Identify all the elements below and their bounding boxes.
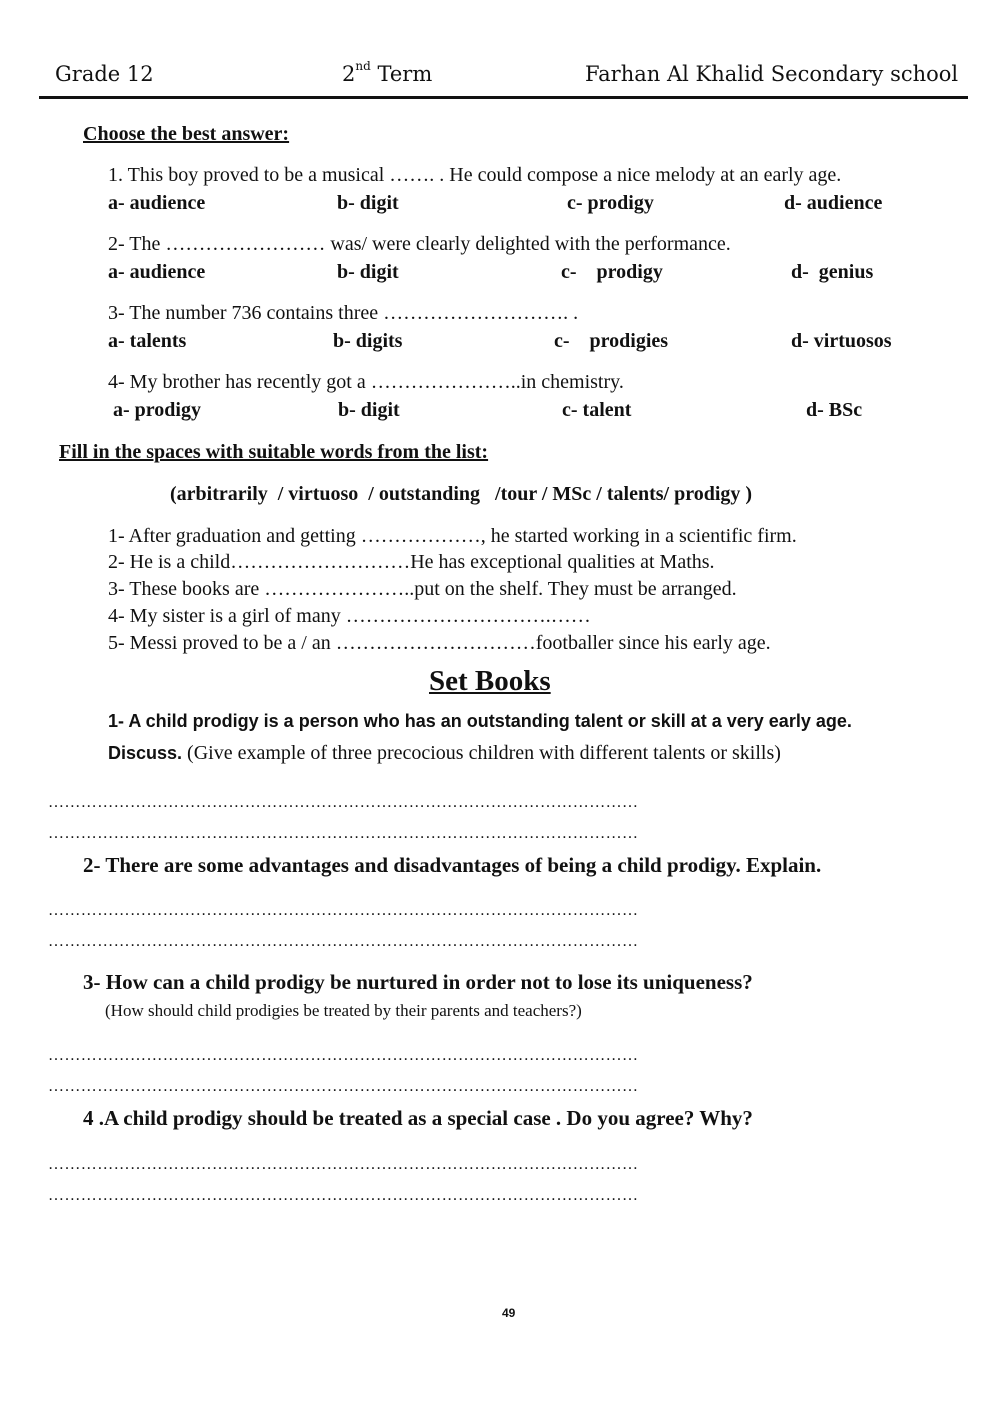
q3-option-d: d- virtuosos bbox=[791, 330, 892, 352]
fill-sentence-3: 3- These books are …………………..put on the shelf. They must be arranged. bbox=[108, 578, 737, 600]
q1-option-b: b- digit bbox=[337, 192, 399, 214]
q2-option-b: b- digit bbox=[337, 261, 399, 283]
set-books-q3-sub: (How should child prodigies be treated by their parents and teachers?) bbox=[105, 1001, 582, 1020]
q4-option-b: b- digit bbox=[338, 399, 400, 421]
q2-option-c: c- prodigy bbox=[561, 261, 663, 283]
section2-title: Fill in the spaces with suitable words from the list: bbox=[59, 441, 489, 463]
word-list: (arbitrarily / virtuoso / outstanding /tour / MSc / talents/ prodigy ) bbox=[170, 483, 753, 505]
term-label bbox=[342, 59, 433, 86]
answer-line-4a: ……………………………………………………………………………………………… bbox=[48, 1156, 639, 1173]
set-books-q1: 1- A child prodigy is a person who has an outstanding talent or skill at a very early age. bbox=[108, 711, 852, 731]
discuss-instruction: (Give example of three precocious children with different talents or skills) bbox=[182, 742, 781, 764]
q1-option-c: c- prodigy bbox=[567, 192, 654, 214]
answer-line-1b: ……………………………………………………………………………………………… bbox=[48, 825, 639, 842]
fill-sentence-4: 4- My sister is a girl of many ………………………….…… bbox=[108, 605, 591, 627]
answer-line-1a: ……………………………………………………………………………………………… bbox=[48, 794, 639, 811]
question-1: 1. This boy proved to be a musical ……. . He could compose a nice melody at an early age. bbox=[108, 164, 842, 186]
header-rule bbox=[39, 96, 968, 99]
answer-line-3a: ……………………………………………………………………………………………… bbox=[48, 1047, 639, 1064]
school-name: Farhan Al Khalid Secondary school bbox=[585, 62, 959, 86]
q3-option-b: b- digits bbox=[333, 330, 403, 352]
q1-option-d: d- audience bbox=[784, 192, 883, 214]
fill-sentence-5: 5- Messi proved to be a / an …………………………footballer since his early age. bbox=[108, 632, 771, 654]
question-2: 2- The …………………… was/ were clearly delighted with the performance. bbox=[108, 233, 731, 255]
set-books-q1-discuss bbox=[108, 742, 781, 765]
q2-option-d: d- genius bbox=[791, 261, 874, 283]
q4-option-d: d- BSc bbox=[806, 399, 863, 421]
set-books-title: Set Books bbox=[429, 665, 551, 697]
answer-line-3b: ……………………………………………………………………………………………… bbox=[48, 1078, 639, 1095]
q4-option-c: c- talent bbox=[562, 399, 632, 421]
question-4: 4- My brother has recently got a …………………..in chemistry. bbox=[108, 371, 624, 393]
answer-line-2a: ……………………………………………………………………………………………… bbox=[48, 902, 639, 919]
term-number: 2 bbox=[342, 62, 356, 86]
q4-option-a: a- prodigy bbox=[113, 399, 201, 421]
question-3: 3- The number 736 contains three ………………………. . bbox=[108, 302, 579, 324]
q3-option-c: c- prodigies bbox=[554, 330, 669, 352]
grade-label: Grade 12 bbox=[55, 62, 154, 86]
set-books-q3: 3- How can a child prodigy be nurtured in order not to lose its uniqueness? bbox=[83, 970, 753, 994]
section1-title: Choose the best answer: bbox=[83, 123, 290, 145]
page-number: 49 bbox=[502, 1306, 516, 1320]
discuss-label: Discuss. bbox=[108, 743, 183, 763]
q2-option-a: a- audience bbox=[108, 261, 206, 283]
q1-option-a: a- audience bbox=[108, 192, 206, 214]
answer-line-4b: ……………………………………………………………………………………………… bbox=[48, 1187, 639, 1204]
set-books-q2: 2- There are some advantages and disadvantages of being a child prodigy. Explain. bbox=[83, 853, 822, 877]
answer-line-2b: ……………………………………………………………………………………………… bbox=[48, 933, 639, 950]
fill-sentence-1: 1- After graduation and getting ………………, he started working in a scientific firm. bbox=[108, 525, 797, 547]
fill-sentence-2: 2- He is a child………………………He has exceptional qualities at Maths. bbox=[108, 551, 715, 573]
term-ordinal: nd bbox=[355, 59, 371, 73]
term-word: Term bbox=[377, 62, 433, 86]
q3-option-a: a- talents bbox=[108, 330, 187, 352]
set-books-q4: 4 .A child prodigy should be treated as a special case . Do you agree? Why? bbox=[83, 1106, 753, 1130]
